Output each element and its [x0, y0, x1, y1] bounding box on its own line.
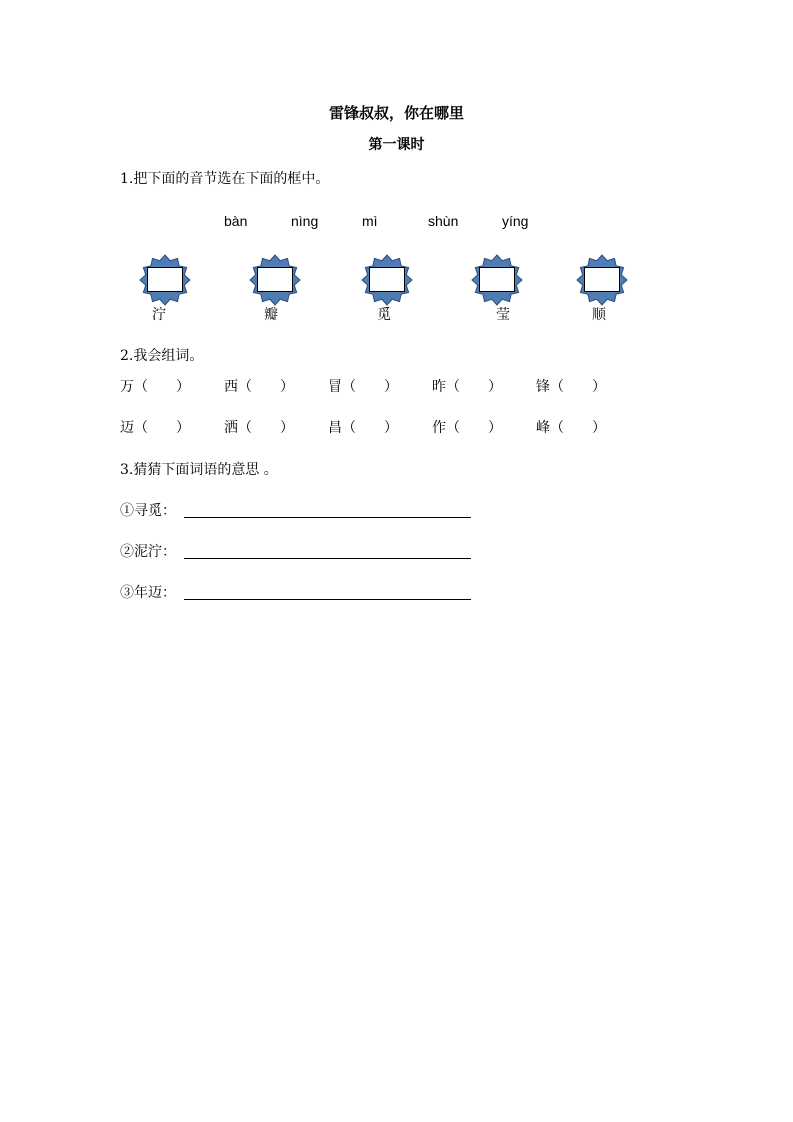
pinyin-syllable: shùn — [428, 213, 459, 229]
pinyin-syllable: nìng — [291, 213, 319, 229]
question-2-prompt: 2.我会组词。 — [120, 348, 204, 364]
answer-box[interactable] — [370, 268, 405, 292]
word-group-item[interactable]: 昌（ ） — [328, 420, 398, 436]
hanzi-character: 觅 — [377, 307, 391, 323]
answer-line[interactable] — [184, 599, 471, 600]
word-group-item[interactable]: 万（ ） — [120, 379, 190, 395]
answer-box-badge[interactable] — [471, 254, 523, 306]
page-subtitle: 第一课时 — [368, 137, 425, 153]
word-group-item[interactable]: 作（ ） — [432, 420, 502, 436]
hanzi-character: 瓣 — [264, 307, 278, 323]
badge-star-icon — [576, 254, 628, 306]
badge-star-icon — [249, 254, 301, 306]
answer-box[interactable] — [480, 268, 515, 292]
hanzi-character: 顺 — [592, 307, 606, 323]
word-group-item[interactable]: 西（ ） — [224, 379, 294, 395]
answer-box[interactable] — [148, 268, 183, 292]
meaning-item-label: ①寻觅： — [120, 503, 176, 519]
answer-box-badge[interactable] — [576, 254, 628, 306]
answer-box-badge[interactable] — [139, 254, 191, 306]
badge-star-icon — [139, 254, 191, 306]
page-title: 雷锋叔叔，你在哪里 — [328, 104, 464, 122]
word-group-item[interactable]: 锋（ ） — [536, 379, 606, 395]
word-group-item[interactable]: 昨（ ） — [432, 379, 502, 395]
pinyin-syllable: bàn — [224, 213, 248, 229]
word-group-item[interactable]: 迈（ ） — [120, 420, 190, 436]
badge-star-icon — [471, 254, 523, 306]
answer-box-badge[interactable] — [249, 254, 301, 306]
word-group-item[interactable]: 冒（ ） — [328, 379, 398, 395]
answer-box[interactable] — [258, 268, 293, 292]
answer-box[interactable] — [585, 268, 620, 292]
pinyin-syllable: mì — [362, 213, 378, 229]
answer-line[interactable] — [184, 558, 471, 559]
hanzi-character: 泞 — [152, 307, 166, 323]
answer-box-badge[interactable] — [361, 254, 413, 306]
pinyin-syllable: yíng — [502, 213, 529, 229]
word-group-item[interactable]: 洒（ ） — [224, 420, 294, 436]
meaning-item-label: ②泥泞： — [120, 544, 176, 560]
badge-star-icon — [361, 254, 413, 306]
hanzi-character: 莹 — [496, 307, 510, 323]
question-3-prompt: 3.猜猜下面词语的意思 。 — [120, 462, 278, 478]
meaning-item-label: ③年迈： — [120, 585, 176, 601]
word-group-item[interactable]: 峰（ ） — [536, 420, 606, 436]
question-1-prompt: 1.把下面的音节选在下面的框中。 — [120, 171, 330, 187]
answer-line[interactable] — [184, 517, 471, 518]
